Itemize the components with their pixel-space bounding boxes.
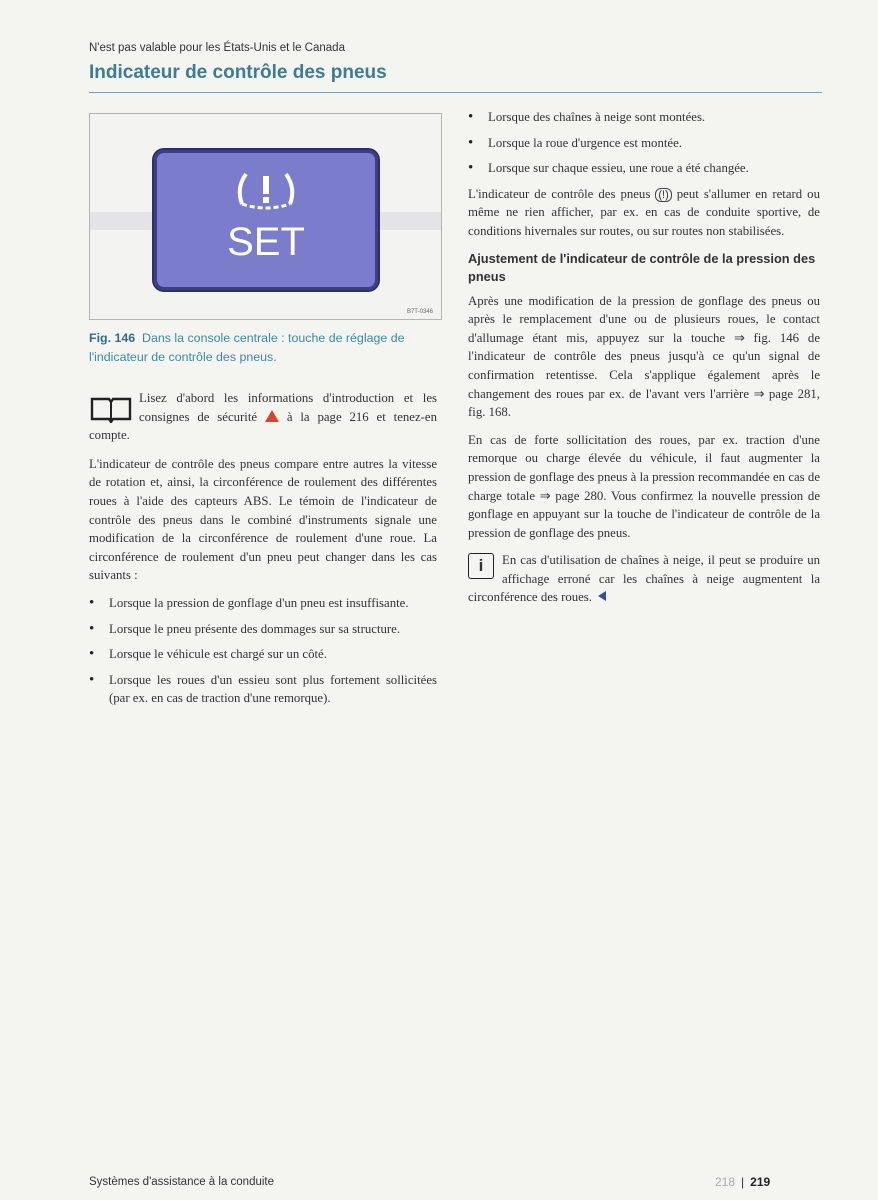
list-item: [89, 594, 437, 613]
figure-code: B7T-0346: [406, 309, 433, 315]
title-divider: [89, 92, 822, 93]
paragraph: En cas de forte sollicitation des roues, par ex. traction d'une remorque ou charge élevée du véhicule, il faut augmenter la pression de gonflage des pneus à la pression recommandée en cas de charge totale ⇒ page 280. Vous confirmez la nouvelle pression de gonflage en appuyant sur la touche de l'indicateur de contrôle de la pression de gonflage des pneus.: [468, 432, 820, 540]
intro-note-end: à la page 216 et tenez-en compte.: [89, 409, 437, 443]
paragraph: Après une modification de la pression de gonflage des pneus ou après le remplacement d'une ou de plusieurs roues, le contact d'allumage étant mis, appuyez sur la touche ⇒ fig. 146 de l'indicateur de contrôle des pneus jusqu'à ce qu'un signal de confirmation retentisse. Cela s'applique également après le changement des roues par ex. de l'avant vers l'arrière ⇒ page 281, fig. 168.: [468, 293, 820, 420]
section-heading: Ajustement de l'indicateur de contrôle de la pression des pneus: [468, 250, 816, 284]
page-number: 219: [750, 1175, 771, 1189]
list-item: [468, 108, 820, 127]
section-end-icon: [598, 591, 606, 601]
footer-page: [715, 1175, 770, 1189]
bullet-icon: •: [89, 671, 95, 688]
intro-note-text: Lisez d'abord les informations d'introduction et les consignes de sécurité: [139, 391, 437, 424]
list-item-text: Lorsque sur chaque essieu, une roue a été changée.: [488, 161, 749, 176]
set-label: SET: [227, 220, 305, 264]
list-item-text: Lorsque le véhicule est chargé sur un côté.: [109, 647, 327, 662]
info-note-text: En cas d'utilisation de chaînes à neige, il peut se produire un affichage erroné car les chaînes à neige augmentent la circonférence des roues.: [468, 553, 820, 605]
left-column: [89, 389, 437, 715]
warning-triangle-icon: [265, 410, 279, 422]
list-item: [468, 159, 820, 178]
list-item-text: Lorsque la roue d'urgence est montée.: [488, 135, 682, 150]
list-item: [89, 645, 437, 664]
list-item: [468, 134, 820, 153]
page-title: Indicateur de contrôle des pneus: [89, 62, 387, 83]
page-separator: |: [741, 1175, 745, 1189]
figure-number: Fig. 146: [89, 331, 136, 345]
tire-pressure-warning-icon: [230, 170, 302, 212]
paragraph-text: L'indicateur de contrôle des pneus: [468, 186, 651, 201]
list-item: [89, 671, 437, 708]
bullet-icon: •: [89, 594, 95, 611]
footer-section: Systèmes d'assistance à la conduite: [89, 1176, 275, 1188]
book-icon: [89, 395, 133, 423]
figure-caption-text: Dans la console centrale : touche de réglage de l'indicateur de contrôle des pneus.: [89, 331, 405, 364]
bullet-icon: •: [468, 160, 474, 177]
info-note: [468, 551, 820, 607]
right-column: [468, 108, 820, 617]
bullet-icon: •: [468, 134, 474, 151]
list-item-text: Lorsque des chaînes à neige sont montées.: [488, 110, 706, 124]
list-item-text: Lorsque la pression de gonflage d'un pneu est insuffisante.: [109, 595, 409, 610]
header-note: N'est pas valable pour les États-Unis et le Canada: [89, 42, 345, 54]
bullet-icon: •: [89, 646, 95, 663]
figure-caption: [89, 329, 441, 367]
late-warning-paragraph: [468, 185, 820, 241]
bullet-icon: •: [468, 109, 474, 125]
info-icon: i: [468, 553, 494, 579]
bullet-icon: •: [89, 620, 95, 637]
list-item-text: Lorsque le pneu présente des dommages sur sa structure.: [109, 621, 401, 636]
background-strip: [380, 212, 441, 230]
paragraph: L'indicateur de contrôle des pneus compare entre autres la vitesse de rotation et, ainsi, la circonférence de roulement des différentes roues à l'aide des capteurs ABS. Le témoin de l'indicateur de contrôle des pneus dans le combiné d'instruments signale une modification de la circonférence de roulement d'une roue. La circonférence de roulement d'un pneu peut changer dans les cas suivants :: [89, 456, 437, 583]
tpms-set-button: [154, 150, 378, 290]
intro-note: [89, 389, 437, 445]
faint-page-number: 218: [715, 1175, 736, 1189]
figure-image: [89, 113, 442, 320]
tire-pressure-inline-icon: (!): [655, 188, 671, 202]
list-item-text: Lorsque les roues d'un essieu sont plus fortement sollicitées (par ex. en cas de traction d'une remorque).: [109, 672, 437, 706]
paragraph-text: peut s'allumer en retard ou même ne rien afficher, par ex. en cas de conduite sportive, de conditions hivernales sur routes, ou sur routes non stabilisées.: [468, 186, 820, 238]
list-item: [89, 620, 437, 639]
